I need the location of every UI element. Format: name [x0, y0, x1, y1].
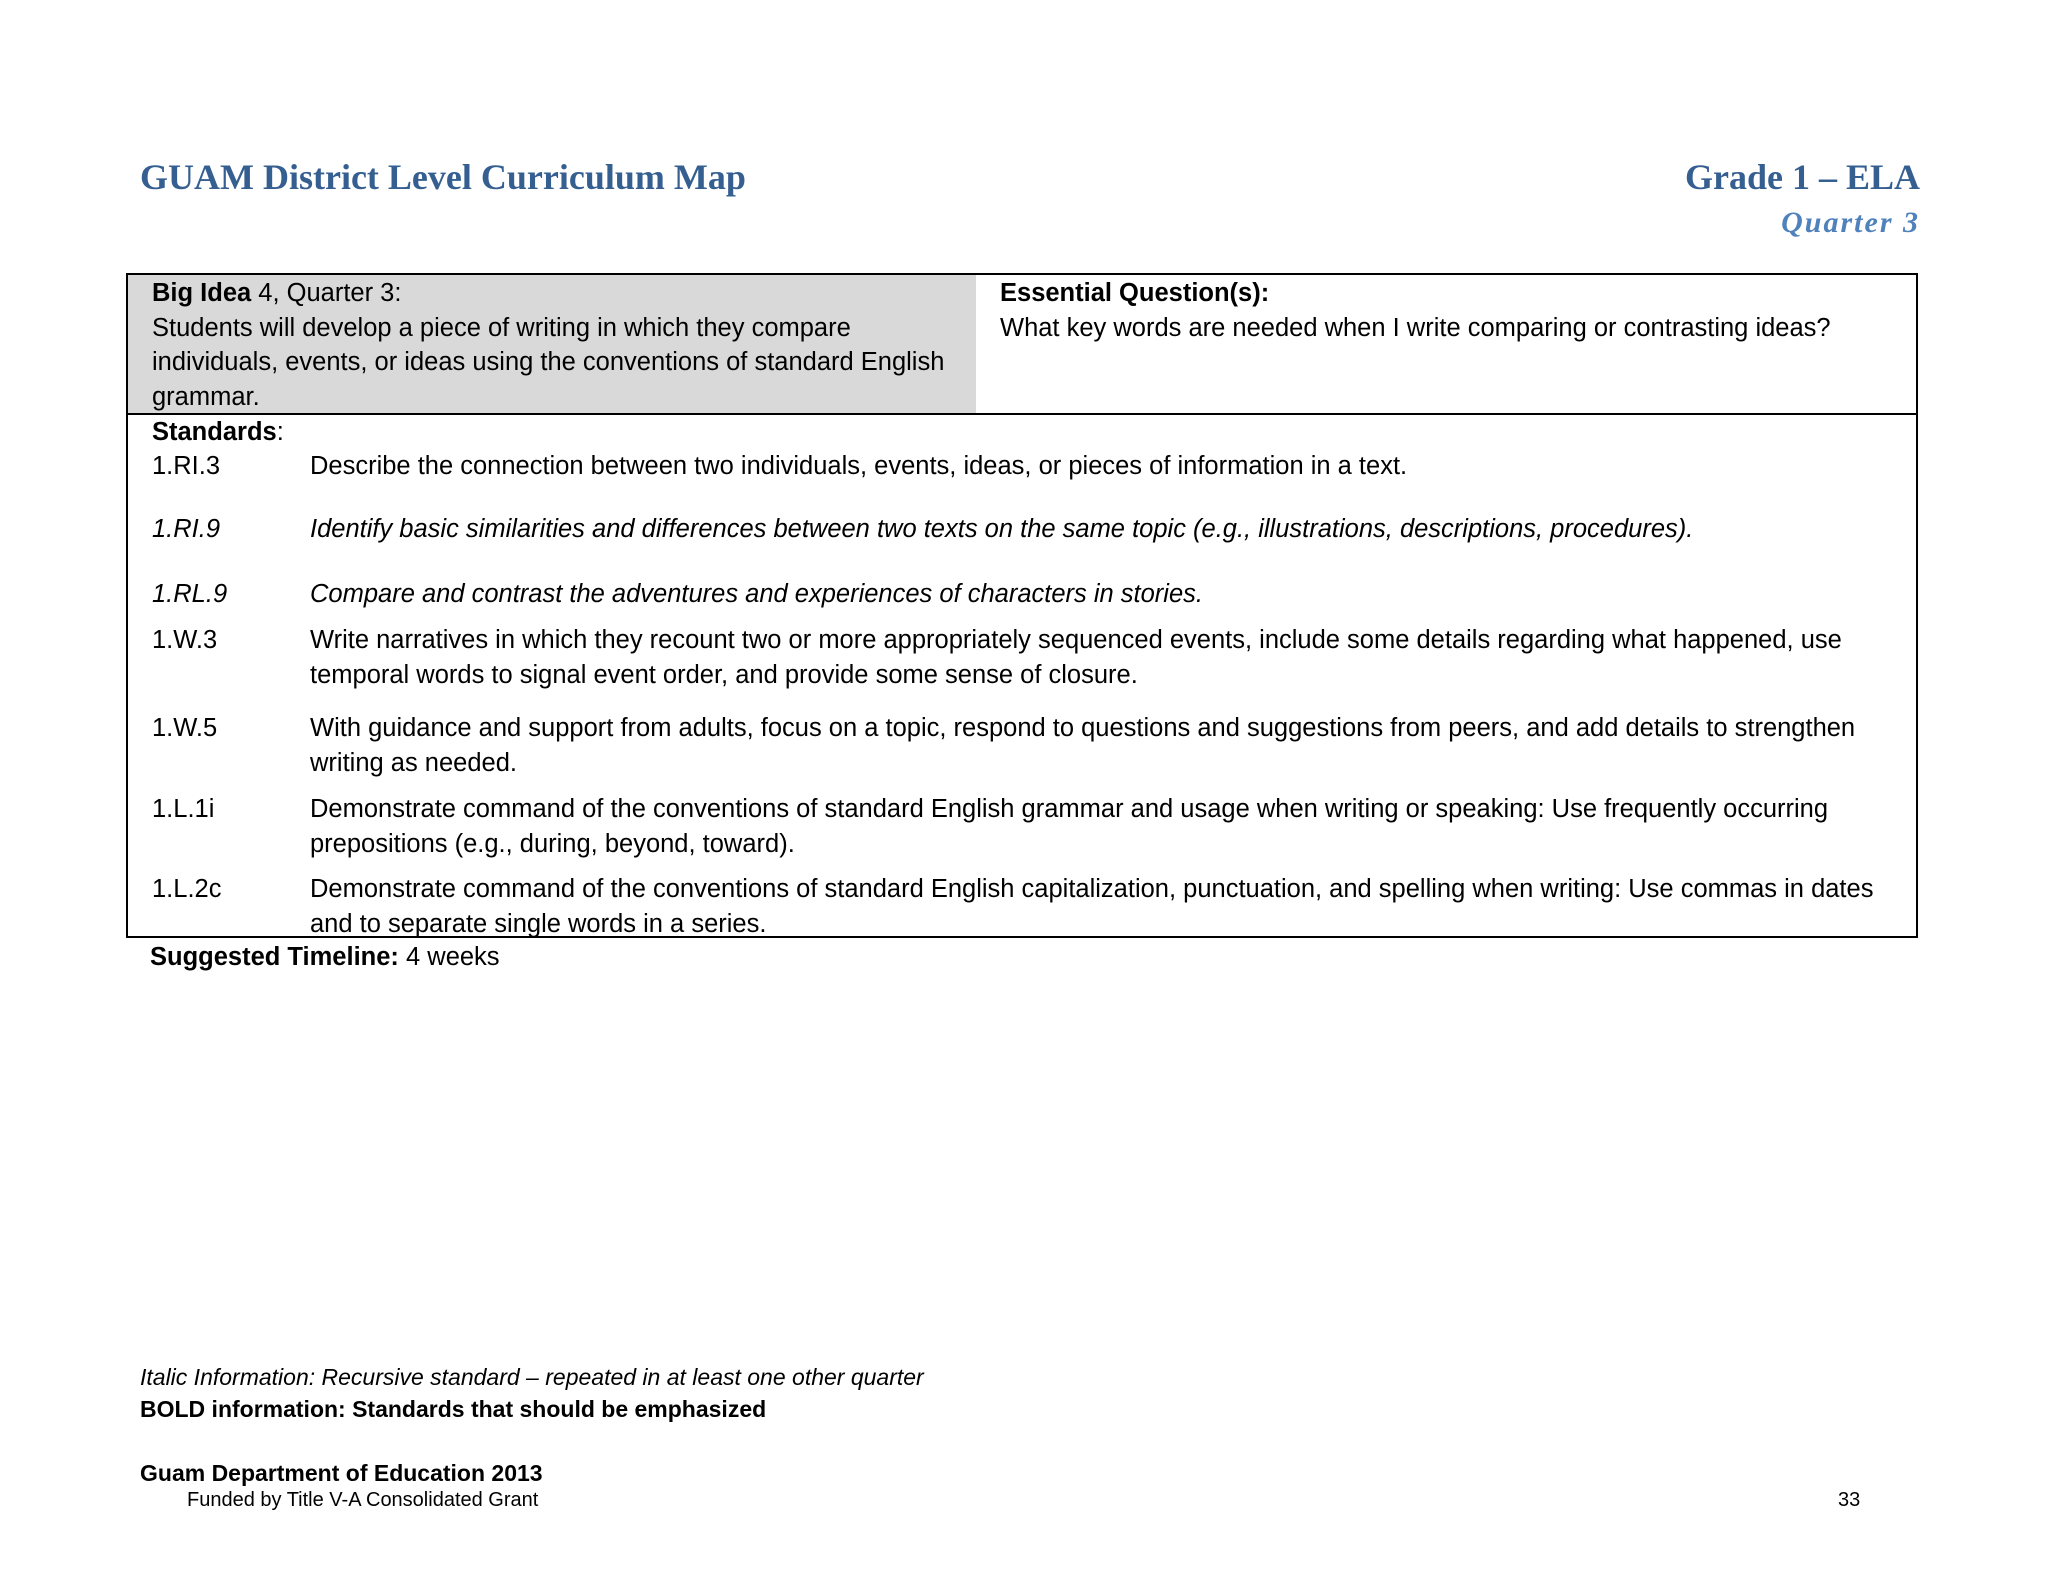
standard-code: 1.L.1i	[152, 795, 215, 823]
suggested-timeline	[150, 940, 500, 974]
standard-code: 1.RI.9	[152, 515, 221, 543]
standard-code: 1.L.2c	[152, 875, 222, 903]
grade-heading: Grade 1 – ELA	[1684, 157, 1920, 197]
page-title: GUAM District Level Curriculum Map	[140, 157, 746, 197]
big-idea-text: Students will develop a piece of writing in which they compare individuals, events, or ideas using the conventions of standard English grammar.	[152, 313, 945, 411]
timeline-value: 4 weeks	[398, 943, 500, 971]
standards-label-suffix: :	[276, 418, 284, 446]
essential-question-label: Essential Question(s):	[1000, 279, 1270, 307]
standard-code: 1.W.3	[152, 626, 218, 654]
standard-description: Demonstrate command of the conventions of standard English capitalization, punctuation, and spelling when writing: Use commas in dates and to separate single words in a series.	[310, 875, 1874, 938]
legend-italic: Italic Information: Recursive standard – repeated in at least one other quarter	[140, 1364, 924, 1390]
quarter-heading: Quarter 3	[1781, 206, 1920, 239]
standard-description: With guidance and support from adults, focus on a topic, respond to questions and suggestions from peers, and add details to strengthen writing as needed.	[310, 714, 1856, 777]
standards-label: Standards	[152, 418, 277, 446]
big-idea-label-suffix: 4, Quarter 3:	[251, 279, 402, 307]
big-idea-cell	[128, 275, 976, 413]
department-name: Guam Department of Education 2013	[140, 1460, 543, 1486]
standard-description: Describe the connection between two individuals, events, ideas, or pieces of information in a text.	[310, 452, 1408, 480]
standard-code: 1.RL.9	[152, 580, 228, 608]
standard-description: Compare and contrast the adventures and experiences of characters in stories.	[310, 580, 1203, 608]
standard-description: Demonstrate command of the conventions of standard English grammar and usage when writing or speaking: Use frequently occurring prepositions (e.g., during, beyond, toward).	[310, 795, 1829, 858]
big-idea-label: Big Idea	[152, 279, 252, 307]
essential-question-text: What key words are needed when I write comparing or contrasting ideas?	[1000, 313, 1831, 342]
essential-question-cell	[976, 275, 1916, 413]
timeline-label: Suggested Timeline:	[150, 943, 399, 971]
legend-bold: BOLD information: Standards that should be emphasized	[140, 1396, 767, 1422]
standard-code: 1.W.5	[152, 714, 218, 742]
standard-description: Write narratives in which they recount two or more appropriately sequenced events, include some details regarding what happened, use temporal words to signal event order, and provide some sense of closure.	[310, 626, 1842, 689]
standard-description: Identify basic similarities and differences between two texts on the same topic (e.g., illustrations, descriptions, procedures).	[310, 515, 1694, 543]
page-number: 33	[1838, 1489, 1861, 1511]
curriculum-table	[126, 273, 1918, 938]
funding-note: Funded by Title V-A Consolidated Grant	[187, 1489, 539, 1511]
standard-code: 1.RI.3	[152, 452, 221, 480]
standards-section	[152, 415, 1896, 938]
